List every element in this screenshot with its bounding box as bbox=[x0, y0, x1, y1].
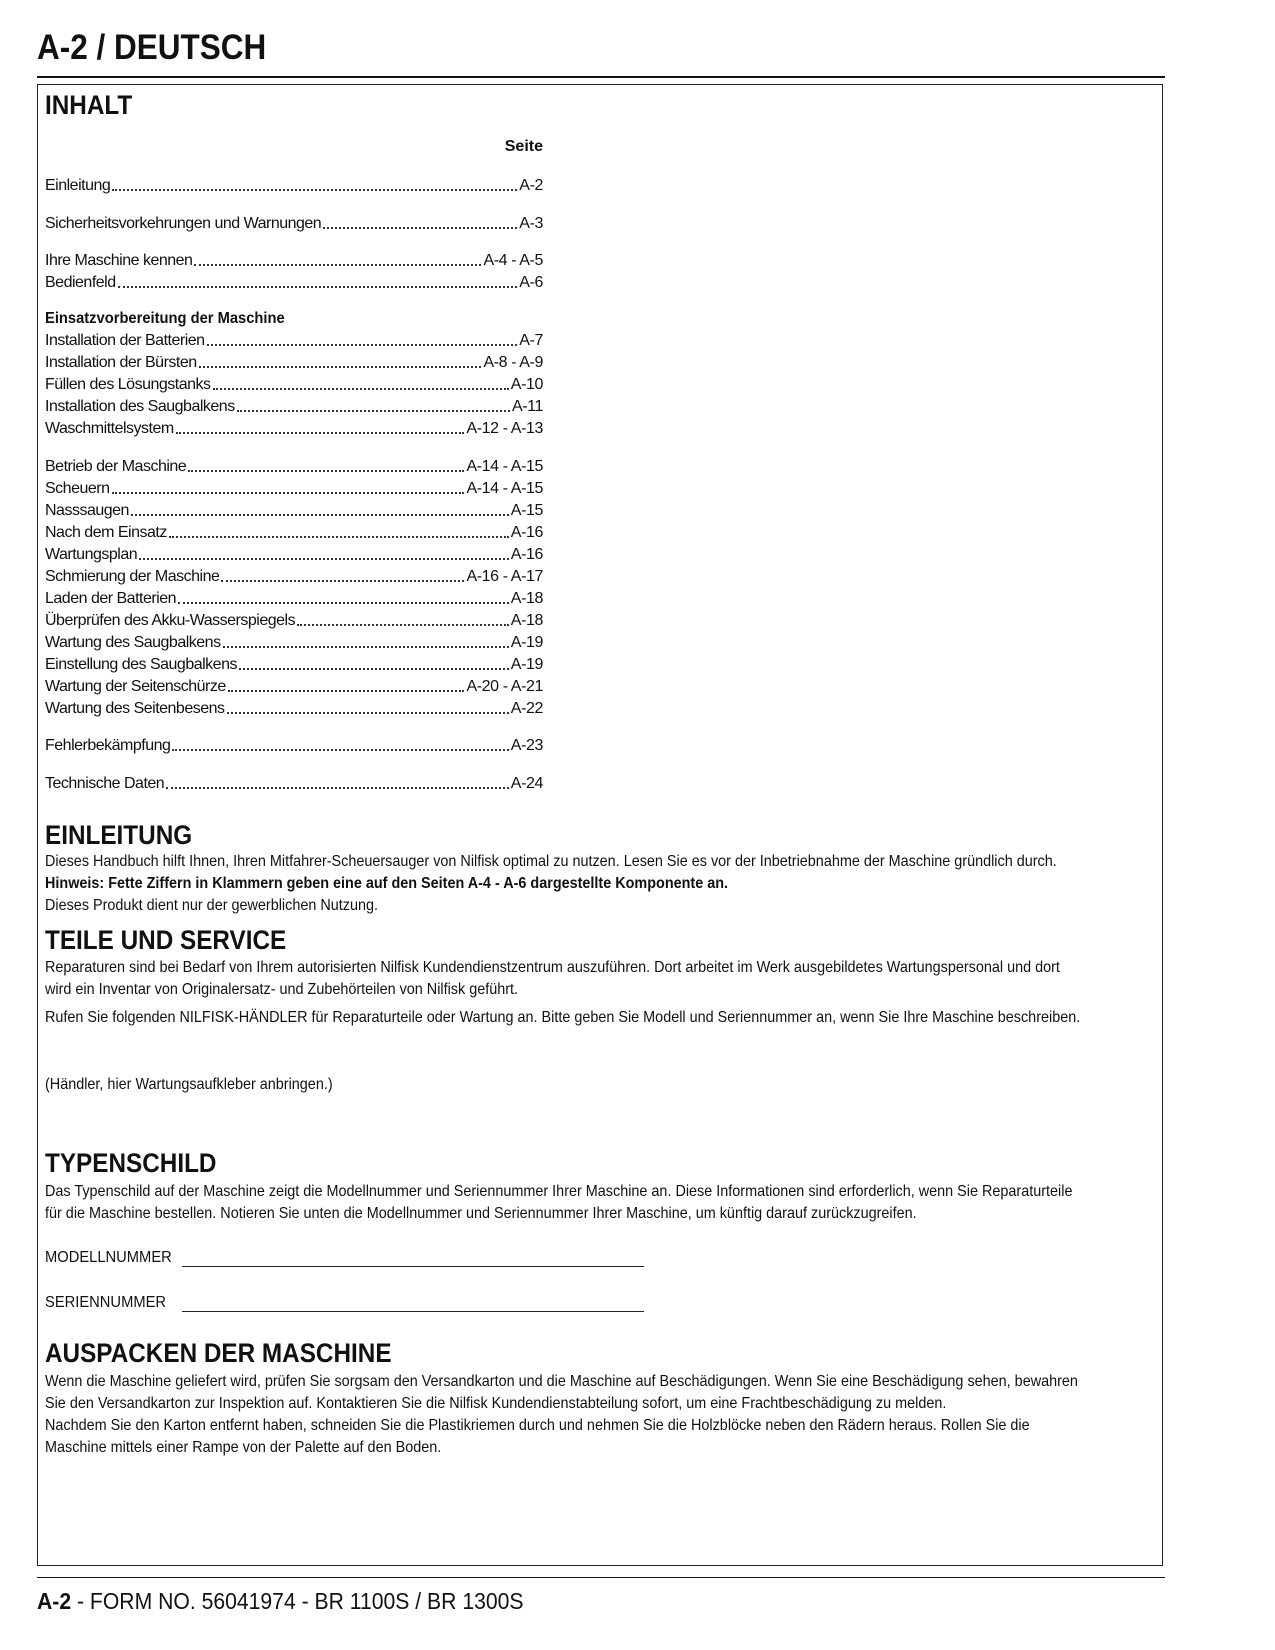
toc-row bbox=[45, 773, 543, 795]
toc-row-page: A-15 bbox=[510, 502, 543, 519]
toc-row-page: A-16 bbox=[510, 546, 543, 563]
toc-row-page: A-16 bbox=[510, 524, 543, 541]
einleitung-heading: EINLEITUNG bbox=[45, 820, 193, 850]
serial-number-label: SERIENNUMMER bbox=[45, 1294, 167, 1311]
toc-row-leader-dots bbox=[176, 432, 465, 434]
auspacken-text-4: Maschine mittels einer Rampe von der Palette auf den Boden. bbox=[45, 1439, 442, 1456]
toc-row-label: Installation der Bürsten bbox=[45, 354, 197, 371]
toc-row-page: A-11 bbox=[511, 398, 543, 415]
typenschild-text-1a: Das Typenschild auf der Maschine zeigt die Modellnummer und Seriennummer Ihrer Maschine an. Diese Informationen sind erforderlich, wenn Sie Reparaturteile bbox=[45, 1183, 1073, 1200]
toc-row bbox=[45, 272, 543, 294]
page-footer bbox=[37, 1588, 524, 1615]
footer-page-number: A-2 bbox=[37, 1588, 72, 1614]
toc-row-leader-dots bbox=[112, 492, 465, 494]
toc-row-leader-dots bbox=[199, 366, 482, 368]
toc-row bbox=[45, 213, 543, 235]
toc-row bbox=[45, 500, 543, 522]
header-rule bbox=[37, 76, 1165, 78]
toc-row-page: A-12 - A-13 bbox=[466, 420, 543, 437]
toc-row-leader-dots bbox=[223, 646, 509, 648]
teile-text-1b: wird ein Inventar von Originalersatz- und Zubehörteilen von Nilfisk geführt. bbox=[45, 981, 519, 998]
toc-row-page: A-14 - A-15 bbox=[466, 458, 543, 475]
toc-row-label: Ihre Maschine kennen bbox=[45, 252, 193, 269]
toc-row-page: A-19 bbox=[510, 656, 543, 673]
toc-row bbox=[45, 478, 543, 500]
toc-row-page: A-14 - A-15 bbox=[466, 480, 543, 497]
toc-seite-label: Seite bbox=[504, 138, 543, 155]
serial-number-field[interactable] bbox=[182, 1311, 644, 1312]
teile-sticker-note: (Händler, hier Wartungsaufkleber anbringen.) bbox=[45, 1076, 333, 1093]
toc-row-label: Scheuern bbox=[45, 480, 110, 497]
typenschild-heading: TYPENSCHILD bbox=[45, 1148, 217, 1178]
toc-row bbox=[45, 352, 543, 374]
auspacken-text-2: Sie den Versandkarton zur Inspektion auf. Kontaktieren Sie die Nilfisk Kundendienstabteilung sofort, um eine Frachtbeschädigung zu melden. bbox=[45, 1395, 947, 1412]
toc-row-label: Installation der Batterien bbox=[45, 332, 205, 349]
toc-row-label: Nach dem Einsatz bbox=[45, 524, 167, 541]
toc-row-leader-dots bbox=[221, 580, 464, 582]
toc-row-label: Bedienfeld bbox=[45, 274, 116, 291]
toc-row-page: A-23 bbox=[510, 737, 543, 754]
toc-row bbox=[45, 250, 543, 272]
toc-row bbox=[45, 735, 543, 757]
toc-row-label: Wartung der Seitenschürze bbox=[45, 678, 226, 695]
toc-row-page: A-18 bbox=[510, 590, 543, 607]
page-header-title: A-2 / DEUTSCH bbox=[37, 28, 267, 67]
toc-row-leader-dots bbox=[207, 344, 518, 346]
toc-row-page: A-18 bbox=[510, 612, 543, 629]
toc-row-leader-dots bbox=[188, 470, 464, 472]
toc-row-label: Einstellung des Saugbalkens bbox=[45, 656, 237, 673]
toc-row bbox=[45, 588, 543, 610]
toc-row bbox=[45, 418, 543, 440]
toc-row-label: Laden der Batterien bbox=[45, 590, 177, 607]
toc-row bbox=[45, 175, 543, 197]
toc-row-page: A-6 bbox=[519, 274, 543, 291]
toc-row-leader-dots bbox=[323, 227, 517, 229]
einleitung-text-1: Dieses Handbuch hilft Ihnen, Ihren Mitfahrer-Scheuersauger von Nilfisk optimal zu nutzen. Lesen Sie es vor der Inbetriebnahme der Maschine gründlich durch. bbox=[45, 853, 1057, 870]
toc-row-leader-dots bbox=[237, 410, 510, 412]
toc-row bbox=[45, 676, 543, 698]
toc-row-page: A-2 bbox=[519, 177, 543, 194]
toc-row bbox=[45, 632, 543, 654]
toc-row-label: Wartungsplan bbox=[45, 546, 138, 563]
toc-row-leader-dots bbox=[213, 388, 509, 390]
toc-row-page: A-7 bbox=[519, 332, 543, 349]
auspacken-text-3: Nachdem Sie den Karton entfernt haben, schneiden Sie die Plastikriemen durch und nehmen Sie die Holzblöcke neben den Rädern heraus. Rollen Sie die bbox=[45, 1417, 1030, 1434]
toc-row-leader-dots bbox=[118, 286, 518, 288]
auspacken-heading: AUSPACKEN DER MASCHINE bbox=[45, 1338, 392, 1368]
toc-row-page: A-24 bbox=[510, 775, 543, 792]
toc-row-page: A-4 - A-5 bbox=[483, 252, 543, 269]
footer-form-number: - FORM NO. 56041974 - BR 1100S / BR 1300S bbox=[71, 1588, 524, 1614]
toc-row bbox=[45, 610, 543, 632]
teile-text-1a: Reparaturen sind bei Bedarf von Ihrem autorisierten Nilfisk Kundendienstzentrum auszuführen. Dort arbeitet im Werk ausgebildetes Wartungspersonal und dort bbox=[45, 959, 1060, 976]
toc-row-leader-dots bbox=[166, 787, 509, 789]
toc-row-leader-dots bbox=[227, 712, 509, 714]
model-number-label: MODELLNUMMER bbox=[45, 1249, 172, 1266]
toc-heading: INHALT bbox=[45, 90, 133, 120]
toc-row-leader-dots bbox=[172, 749, 508, 751]
toc-row-page: A-8 - A-9 bbox=[483, 354, 543, 371]
toc-row bbox=[45, 374, 543, 396]
einleitung-text-3: Dieses Produkt dient nur der gewerblichen Nutzung. bbox=[45, 897, 378, 914]
toc-row bbox=[45, 330, 543, 352]
toc-row-leader-dots bbox=[297, 624, 509, 626]
toc-row bbox=[45, 566, 543, 588]
teile-heading: TEILE UND SERVICE bbox=[45, 925, 287, 955]
toc-row bbox=[45, 544, 543, 566]
toc-row bbox=[45, 698, 543, 720]
toc-row-page: A-19 bbox=[510, 634, 543, 651]
auspacken-text-1: Wenn die Maschine geliefert wird, prüfen Sie sorgsam den Versandkarton und die Maschine auf Beschädigungen. Wenn Sie eine Beschädigung sehen, bewahren bbox=[45, 1373, 1078, 1390]
toc-row-label: Schmierung der Maschine bbox=[45, 568, 220, 585]
toc-row-leader-dots bbox=[228, 690, 465, 692]
toc-subheading: Einsatzvorbereitung der Maschine bbox=[45, 310, 285, 327]
toc-row-label: Betrieb der Maschine bbox=[45, 458, 187, 475]
toc-row-page: A-20 - A-21 bbox=[466, 678, 543, 695]
toc-row-leader-dots bbox=[139, 558, 509, 560]
toc-row bbox=[45, 456, 543, 478]
toc-row-page: A-10 bbox=[510, 376, 543, 393]
teile-text-2: Rufen Sie folgenden NILFISK-HÄNDLER für Reparaturteile oder Wartung an. Bitte geben Sie Modell und Seriennummer an, wenn Sie Ihre Maschine beschreiben. bbox=[45, 1009, 1081, 1026]
model-number-field[interactable] bbox=[182, 1266, 644, 1267]
toc-row bbox=[45, 654, 543, 676]
toc-row-label: Installation des Saugbalkens bbox=[45, 398, 235, 415]
footer-rule bbox=[37, 1577, 1165, 1578]
toc-row-label: Wartung des Saugbalkens bbox=[45, 634, 221, 651]
toc-row-label: Füllen des Lösungstanks bbox=[45, 376, 211, 393]
toc-row-leader-dots bbox=[169, 536, 509, 538]
toc-row bbox=[45, 522, 543, 544]
toc-row-page: A-3 bbox=[519, 215, 543, 232]
toc-row-leader-dots bbox=[112, 189, 517, 191]
toc-row bbox=[45, 396, 543, 418]
toc-row-page: A-16 - A-17 bbox=[466, 568, 543, 585]
toc-row-label: Einleitung bbox=[45, 177, 111, 194]
toc-row-leader-dots bbox=[178, 602, 509, 604]
einleitung-note: Hinweis: Fette Ziffern in Klammern geben eine auf den Seiten A-4 - A-6 dargestellte Komponente an. bbox=[45, 875, 729, 892]
toc-row-label: Fehlerbekämpfung bbox=[45, 737, 171, 754]
toc-row-label: Überprüfen des Akku-Wasserspiegels bbox=[45, 612, 296, 629]
toc-row-leader-dots bbox=[194, 264, 481, 266]
toc-row-leader-dots bbox=[239, 668, 509, 670]
toc-row-label: Technische Daten bbox=[45, 775, 165, 792]
toc-row-label: Sicherheitsvorkehrungen und Warnungen bbox=[45, 215, 322, 232]
toc-row-label: Waschmittelsystem bbox=[45, 420, 174, 437]
toc-row-label: Wartung des Seitenbesens bbox=[45, 700, 225, 717]
toc-row-leader-dots bbox=[131, 514, 509, 516]
toc-row-label: Nasssaugen bbox=[45, 502, 129, 519]
typenschild-text-1b: für die Maschine bestellen. Notieren Sie unten die Modellnummer und Seriennummer Ihrer Maschine, um künftig darauf zurückzugreifen. bbox=[45, 1205, 917, 1222]
toc-row-page: A-22 bbox=[510, 700, 543, 717]
